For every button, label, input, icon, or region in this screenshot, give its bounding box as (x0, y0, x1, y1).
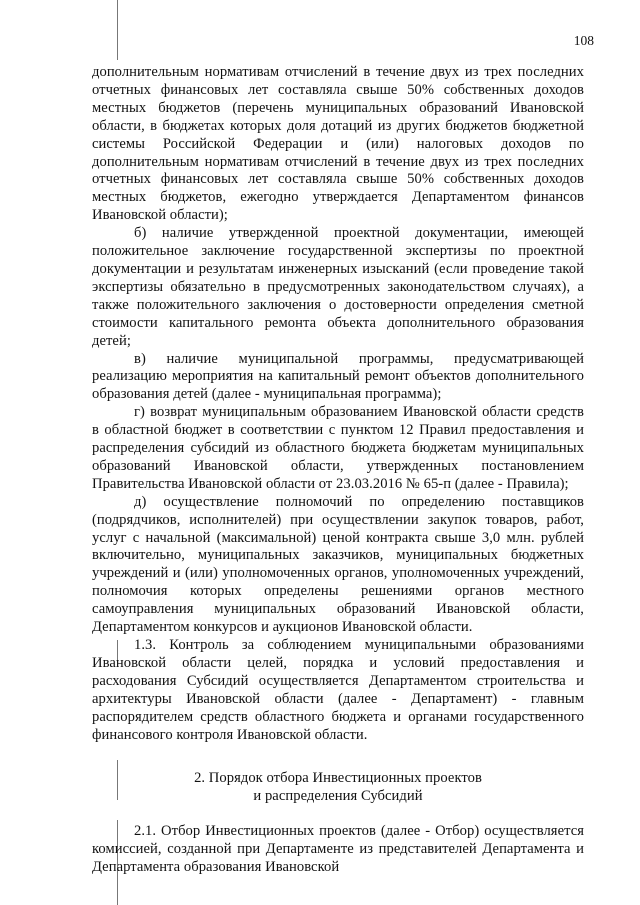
paragraph-2-1: 2.1. Отбор Инвестиционных проектов (далее - Отбор) осуществляется комиссией, созданной при Департаменте из представителей Департамента и Департамента образования Ивановской (92, 823, 584, 876)
page-number: 108 (573, 33, 594, 48)
scan-margin-mark-top (117, 0, 118, 60)
section-title (92, 770, 584, 806)
section-title-line2: и распределения Субсидий (253, 788, 423, 805)
paragraph-v: в) наличие муниципальной программы, предусматривающей реализацию мероприятия на капитальный ремонт объектов дополнительного образования детей (далее - муниципальная программа); (92, 350, 584, 403)
paragraph-d: д) осуществление полномочий по определению поставщиков (подрядчиков, исполнителей) при осуществлении закупок товаров, работ, услуг с начальной (максимальной) ценой контракта свыше 3,0 млн. рублей включительно, муниципальных заказчиков, муниципальных бюджетных учреждений и (или) уполномоченных органов, уполномоченных учреждений, полномочия которых определены решениями органов местного самоуправления муниципальных образований Ивановской области, Департаментом конкурсов и аукционов Ивановской области. (92, 493, 584, 636)
document-body (92, 64, 584, 877)
paragraph-g: г) возврат муниципальным образованием Ивановской области средств в областной бюджет в соответствии с пунктом 12 Правил предоставления и распределения субсидий из областного бюджета бюджетам муниципальных образований Ивановской области, утвержденных постановлением Правительства Ивановской области от 23.03.2016 № 65-п (далее - Правила); (92, 404, 584, 492)
paragraph-1-3: 1.3. Контроль за соблюдением муниципальными образованиями Ивановской области целей, порядка и условий предоставления и расходования Субсидий осуществляется Департаментом строительства и архитектуры Ивановской области (далее - Департамент) - главным распорядителем средств областного бюджета и органами государственного финансового контроля Ивановской области. (92, 637, 584, 743)
paragraph-continuation: дополнительным нормативам отчислений в течение двух из трех последних отчетных финансовых лет составляла свыше 50% собственных доходов местных бюджетов (перечень муниципальных образований Ивановской области, в бюджетах которых доля дотаций из других бюджетов бюджетной системы Российской Федерации и (или) налоговых доходов по дополнительным нормативам отчислений в течение двух из трех последних отчетных финансовых лет составляла свыше 50% собственных доходов местных бюджетов, ежегодно утверждается Департаментом финансов Ивановской области); (92, 64, 584, 224)
paragraph-b: б) наличие утвержденной проектной документации, имеющей положительное заключение государственной экспертизы по проектной документации и результатам инженерных изысканий (если проведение такой экспертизы обязательно в предусмотренных законодательством случаях), а также положительного заключения о достоверности определения сметной стоимости капитального ремонта объекта дополнительного образования детей; (92, 225, 584, 349)
section-title-line1: 2. Порядок отбора Инвестиционных проектов (194, 770, 482, 787)
